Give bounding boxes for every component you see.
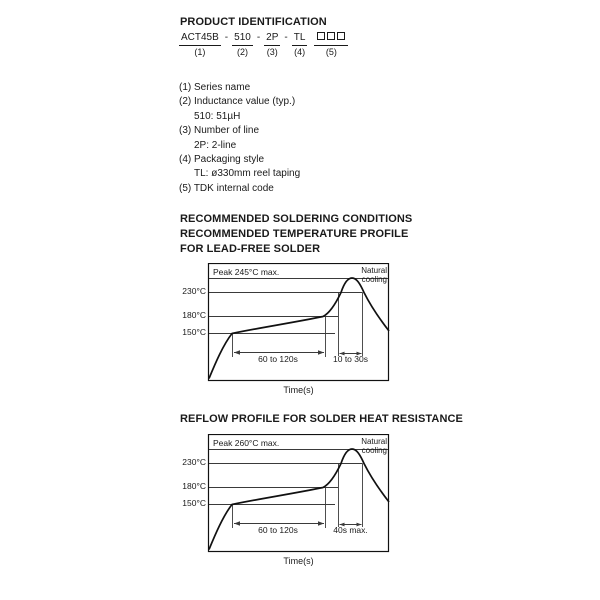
heat-resistance-profile-chart xyxy=(178,434,390,570)
soldering-headings xyxy=(180,212,412,258)
note-packaging-style: (4) Packaging style xyxy=(179,154,265,166)
preheat-duration-label: 60 to 120s xyxy=(258,525,298,535)
part-number xyxy=(179,32,348,57)
x-axis-label: Time(s) xyxy=(283,385,314,395)
part-number-notes xyxy=(179,81,300,196)
peak-temperature-label: Peak 260°C max. xyxy=(213,438,280,448)
y-axis-label-230: 230°C xyxy=(182,286,206,296)
peak-temperature-label: Peak 245°C max. xyxy=(213,267,280,277)
soldering-heading-line2: RECOMMENDED TEMPERATURE PROFILE xyxy=(180,228,409,241)
part-label-1: (1) xyxy=(194,47,206,57)
part-segment-series xyxy=(179,32,221,57)
part-value-lines: 2P xyxy=(264,32,280,46)
code-box-icon xyxy=(337,32,345,40)
part-segment-packaging xyxy=(292,32,308,57)
part-value-series: ACT45B xyxy=(179,32,221,46)
separator-dash: - xyxy=(284,32,288,43)
code-box-icon xyxy=(317,32,325,40)
y-axis-label-180: 180°C xyxy=(182,310,206,320)
note-packaging-value: TL: ø330mm reel taping xyxy=(194,168,301,180)
separator-dash: - xyxy=(256,32,261,43)
preheat-duration-label: 60 to 120s xyxy=(258,354,298,364)
note-number-of-line: (3) Number of line xyxy=(179,125,260,137)
note-inductance: (2) Inductance value (typ.) xyxy=(179,96,296,108)
part-segment-inductance xyxy=(232,32,253,57)
x-axis-label: Time(s) xyxy=(283,556,314,566)
note-internal-code: (5) TDK internal code xyxy=(179,182,274,194)
part-value-inductance: 510 xyxy=(232,32,253,46)
reflow-heading: REFLOW PROFILE FOR SOLDER HEAT RESISTANCE xyxy=(180,413,463,425)
soldering-heading-line1: RECOMMENDED SOLDERING CONDITIONS xyxy=(180,213,413,225)
part-segment-internal-code xyxy=(314,32,348,57)
part-label-2: (2) xyxy=(236,47,248,57)
soldering-heading-line3: FOR LEAD-FREE SOLDER xyxy=(180,243,321,256)
natural-cooling-label: Natural cooling xyxy=(361,266,387,284)
y-axis-label-230: 230°C xyxy=(182,457,206,467)
part-label-5: (5) xyxy=(325,47,337,57)
separator-dash: - xyxy=(224,32,229,43)
y-axis-label-150: 150°C xyxy=(182,327,206,337)
note-line-value: 2P: 2-line xyxy=(194,139,237,151)
reflow-duration-label: 40s max. xyxy=(333,525,368,535)
part-segment-lines xyxy=(264,32,280,57)
product-identification-title: PRODUCT IDENTIFICATION xyxy=(180,16,327,28)
note-inductance-value: 510: 51µH xyxy=(194,110,241,122)
part-label-4: (4) xyxy=(294,47,306,57)
y-axis-label-150: 150°C xyxy=(182,498,206,508)
part-label-3: (3) xyxy=(266,47,278,57)
leadfree-profile-chart xyxy=(178,263,390,399)
y-axis-label-180: 180°C xyxy=(182,481,206,491)
code-box-icon xyxy=(327,32,335,40)
part-value-packaging: TL xyxy=(292,32,308,46)
internal-code-boxes xyxy=(314,32,348,46)
natural-cooling-label: Natural cooling xyxy=(361,437,387,455)
reflow-duration-label: 10 to 30s xyxy=(333,354,368,364)
note-series-name: (1) Series name xyxy=(179,82,251,93)
